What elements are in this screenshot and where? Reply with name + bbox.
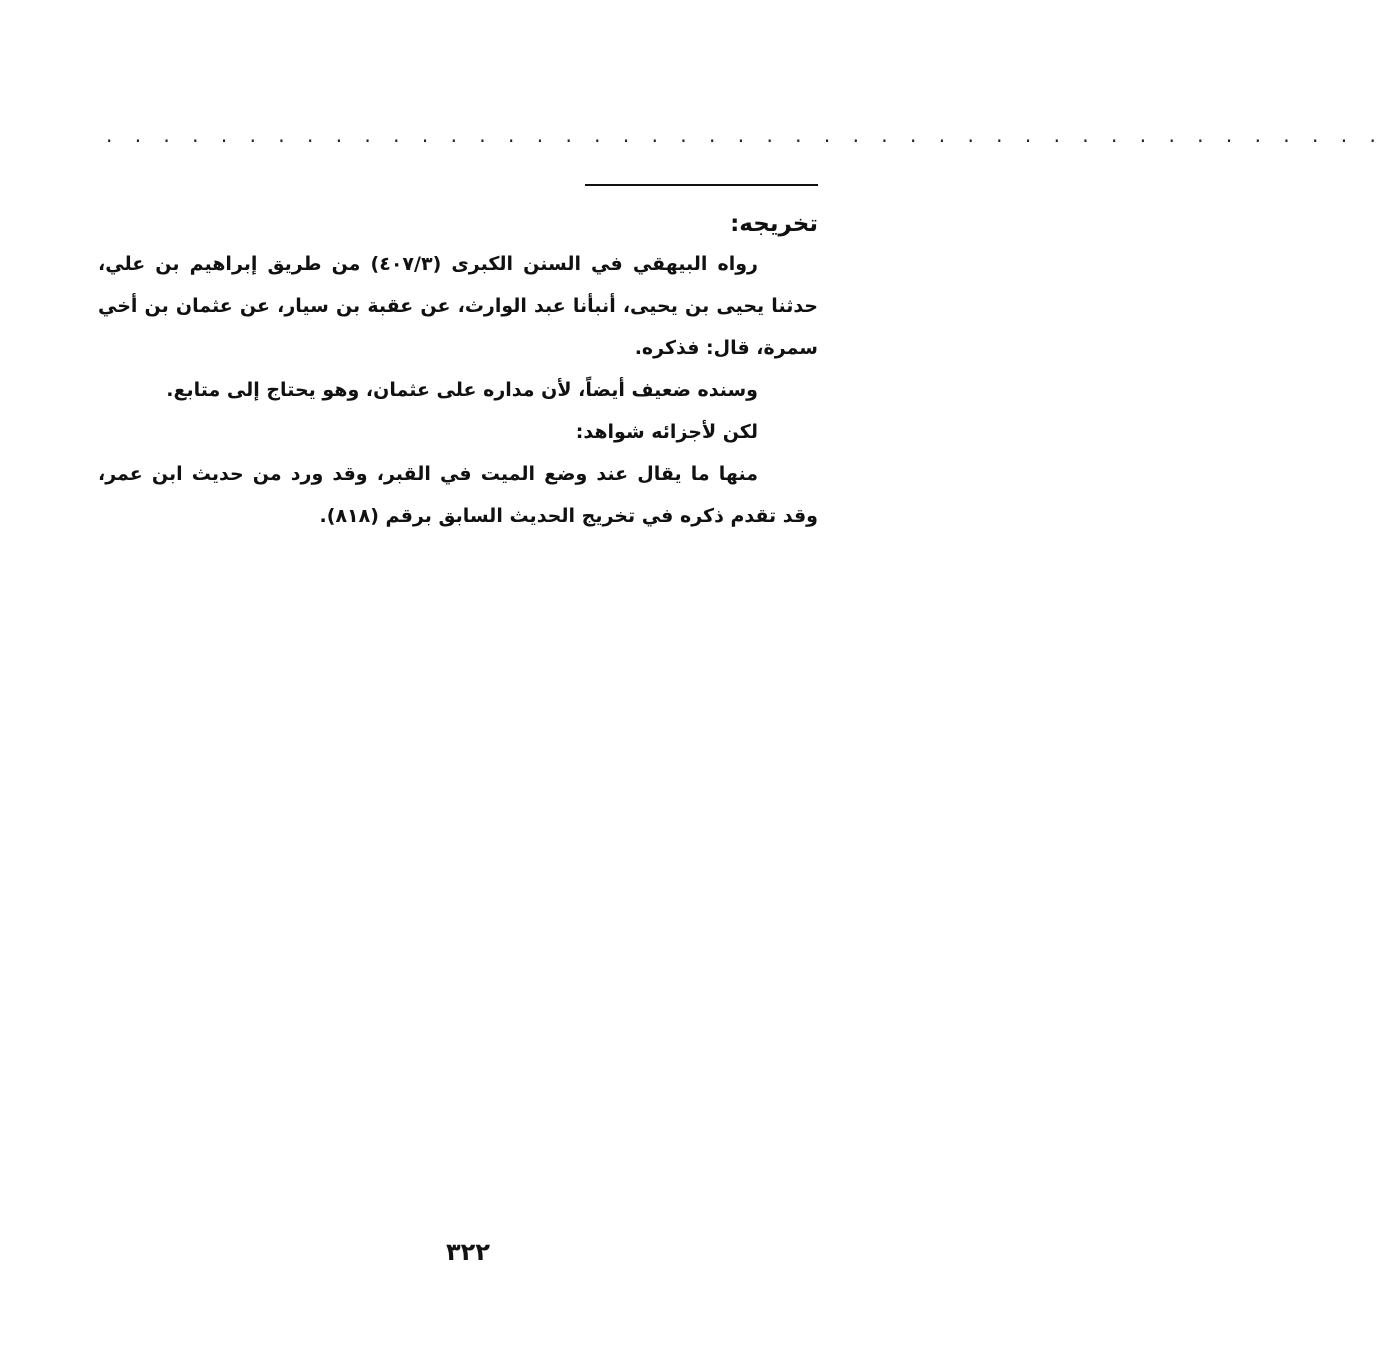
footnote-content [98,205,818,537]
footnote-rule [585,184,818,186]
section-heading: تخريجه: [730,211,818,237]
paragraph-4: منها ما يقال عند وضع الميت في القبر، وقد ورد من حديث ابن عمر، وقد تقدم ذكره في تخريج الحديث السابق برقم (٨١٨). [98,463,818,527]
paragraph-1: رواه البيهقي في السنن الكبرى (٤٠٧/٣) من طريق إبراهيم بن علي، حدثنا يحيى بن يحيى، أنبأنا عبد الوارث، عن عقبة بن سيار، عن عثمان بن أخي سمرة، قال: فذكره. [98,253,818,359]
dotted-separator: . . . . . . . . . . . . . . . . . . . . . . . . . . . . . . . . . . . . . . . . . . . . . [106,123,1384,147]
paragraph-2: وسنده ضعيف أيضاً، لأن مداره على عثمان، وهو يحتاج إلى متابع. [166,379,758,401]
paragraph-3: لكن لأجزائه شواهد: [575,421,758,443]
page-number: ٣٢٢ [446,1238,490,1266]
